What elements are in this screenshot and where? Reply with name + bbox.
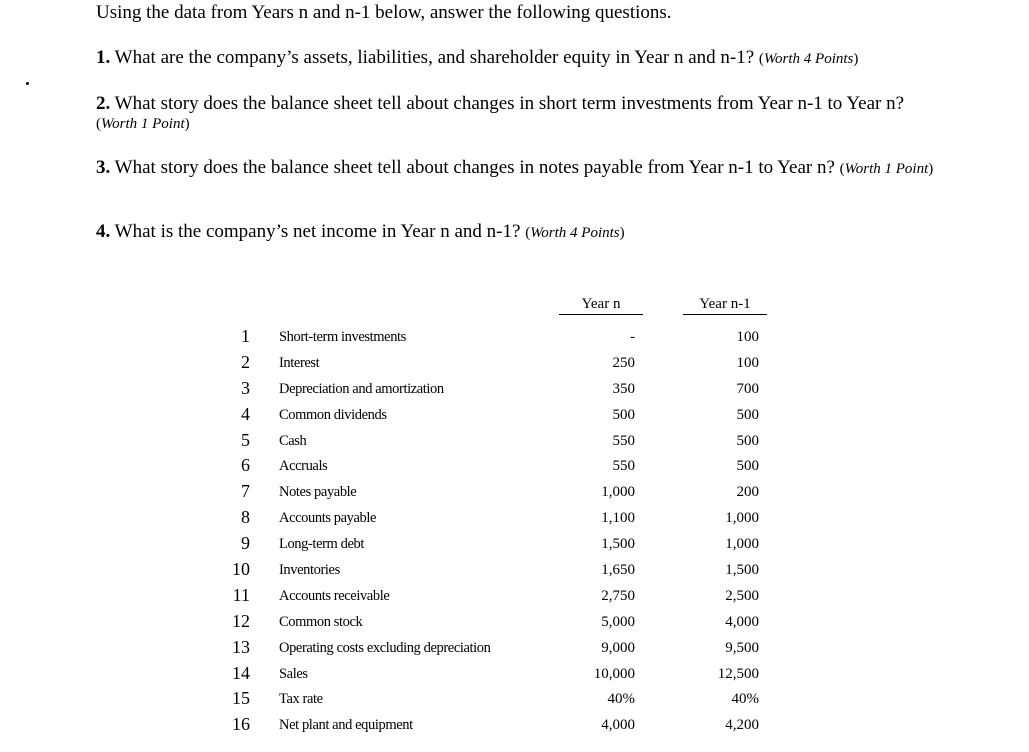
row-number: 5: [241, 429, 250, 450]
value-year-n: 500: [612, 406, 635, 423]
row-number: 6: [241, 455, 250, 476]
row-number: 9: [241, 533, 250, 554]
question-number: 2.: [96, 93, 111, 114]
question-text: What is the company’s net income in Year n and n-1?: [114, 221, 521, 242]
row-number: 8: [241, 507, 250, 528]
table-row: [0, 326, 1029, 352]
bullet-dot: [26, 82, 29, 85]
question-number: 3.: [96, 157, 111, 178]
value-year-n: -: [630, 329, 635, 345]
column-header-year-n: Year n: [559, 296, 643, 315]
row-number: 15: [232, 688, 250, 709]
value-year-n: 550: [612, 432, 635, 449]
value-year-n1: 1,500: [725, 562, 759, 579]
question-text: What story does the balance sheet tell about changes in short term investments from Year n-1 to Year n?: [114, 93, 905, 114]
intro-text: Using the data from Years n and n-1 below, answer the following questions.: [96, 2, 672, 23]
row-number: 13: [232, 636, 250, 657]
row-label: Operating costs excluding depreciation: [279, 639, 491, 656]
row-label: Notes payable: [279, 484, 357, 501]
table-row: [0, 688, 1029, 714]
table-row: [0, 507, 1029, 533]
row-label: Cash: [279, 432, 307, 449]
value-year-n: 1,000: [601, 484, 635, 501]
table-row: [0, 378, 1029, 404]
question-number: 1.: [96, 47, 111, 68]
value-year-n1: 500: [736, 432, 759, 449]
value-year-n1: 2,500: [725, 587, 759, 604]
value-year-n1: 700: [736, 380, 759, 397]
question-worth: Worth 4 Points: [530, 225, 620, 241]
value-year-n1: 500: [736, 458, 759, 475]
row-number: 12: [232, 610, 250, 631]
value-year-n1: 9,500: [725, 639, 759, 656]
value-year-n: 1,500: [601, 536, 635, 553]
question-number: 4.: [96, 221, 111, 242]
value-year-n1: 500: [736, 406, 759, 423]
row-label: Accruals: [279, 458, 328, 475]
row-label: Short-term investments: [279, 329, 406, 345]
value-year-n: 550: [612, 458, 635, 475]
value-year-n1: 12,500: [717, 665, 759, 682]
row-label: Net plant and equipment: [279, 717, 413, 734]
value-year-n: 350: [612, 380, 635, 397]
row-number: 14: [232, 662, 250, 683]
value-year-n: 2,750: [601, 587, 635, 604]
table-row: [0, 663, 1029, 689]
question-2: 2. What story does the balance sheet tell about changes in short term investments from Year n-1 to Year n? (Worth 1 Point): [96, 93, 905, 132]
row-number: 4: [241, 403, 250, 424]
row-number: 2: [241, 351, 250, 372]
value-year-n: 9,000: [601, 639, 635, 656]
table-row: [0, 714, 1029, 740]
table-row: [0, 430, 1029, 456]
question-3: 3. What story does the balance sheet tell about changes in notes payable from Year n-1 to Year n? (Worth 1 Point): [96, 157, 934, 178]
row-label: Common stock: [279, 613, 363, 630]
data-table: [0, 326, 1029, 740]
table-row: [0, 637, 1029, 663]
value-year-n: 4,000: [601, 717, 635, 734]
table-row: [0, 611, 1029, 637]
value-year-n1: 200: [736, 484, 759, 501]
table-row: [0, 455, 1029, 481]
value-year-n1: 1,000: [725, 536, 759, 553]
table-row: [0, 481, 1029, 507]
value-year-n: 1,650: [601, 562, 635, 579]
question-1: 1. What are the company’s assets, liabilities, and shareholder equity in Year n and n-1? (Worth 4 Points): [96, 47, 859, 68]
row-label: Long-term debt: [279, 536, 364, 553]
row-number: 3: [241, 377, 250, 398]
value-year-n: 250: [612, 354, 635, 371]
column-header-year-n1: Year n-1: [683, 296, 767, 315]
value-year-n: 1,100: [601, 510, 635, 527]
table-row: [0, 559, 1029, 585]
value-year-n1: 40%: [731, 691, 759, 708]
table-row: [0, 352, 1029, 378]
row-label: Sales: [279, 665, 308, 682]
table-row: [0, 585, 1029, 611]
question-text: What are the company’s assets, liabilities, and shareholder equity in Year n and n-1?: [114, 47, 755, 68]
value-year-n1: 4,000: [725, 613, 759, 630]
question-text: What story does the balance sheet tell about changes in notes payable from Year n-1 to Year n?: [114, 157, 835, 178]
value-year-n1: 100: [736, 329, 759, 345]
row-number: 1: [241, 326, 250, 346]
value-year-n1: 100: [736, 354, 759, 371]
row-label: Tax rate: [279, 691, 323, 708]
table-row: [0, 533, 1029, 559]
row-number: 16: [232, 714, 250, 735]
row-number: 10: [232, 559, 250, 580]
row-label: Common dividends: [279, 406, 387, 423]
question-worth: Worth 4 Points: [763, 51, 854, 67]
value-year-n: 10,000: [593, 665, 635, 682]
question-4: 4. What is the company’s net income in Year n and n-1? (Worth 4 Points): [96, 221, 625, 242]
row-number: 7: [241, 481, 250, 502]
question-worth: Worth 1 Point: [101, 116, 185, 132]
value-year-n: 40%: [607, 691, 635, 708]
row-label: Accounts receivable: [279, 587, 390, 604]
value-year-n: 5,000: [601, 613, 635, 630]
table-row: [0, 404, 1029, 430]
row-number: 11: [232, 584, 250, 605]
row-label: Inventories: [279, 562, 340, 579]
question-worth: Worth 1 Point: [844, 161, 929, 177]
row-label: Interest: [279, 354, 320, 371]
row-label: Accounts payable: [279, 510, 377, 527]
row-label: Depreciation and amortization: [279, 380, 444, 397]
value-year-n1: 1,000: [725, 510, 759, 527]
value-year-n1: 4,200: [725, 717, 759, 734]
